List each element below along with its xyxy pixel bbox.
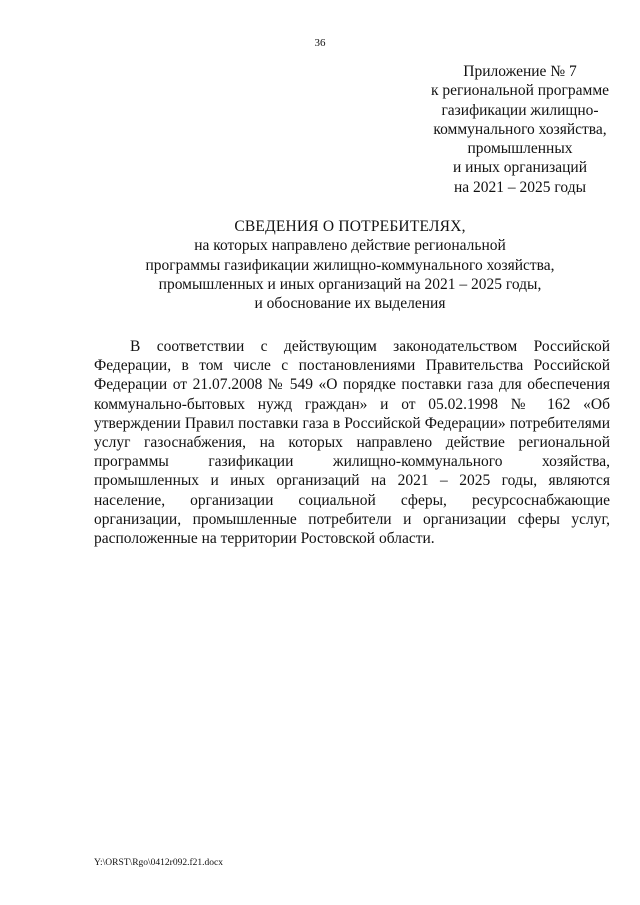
appendix-line: Приложение № 7 [463, 63, 577, 80]
appendix-line: промышленных [467, 140, 573, 158]
title-line: программы газификации жилищно-коммунального хозяйства, [145, 256, 555, 274]
appendix-line: газификации жилищно- [441, 101, 599, 119]
title-main: СВЕДЕНИЯ О ПОТРЕБИТЕЛЯХ, [234, 218, 466, 235]
title-line: на которых направлено действие региональной [194, 237, 506, 255]
appendix-header [405, 62, 635, 197]
body-paragraph: В соответствии с действующим законодательством Российской Федерации, в том числе с постановлениями Правительства Российской Федерации от 21.07.2008 № 549 «О порядке поставки газа для обеспечения коммунально-бытовых нужд граждан» и от 05.02.1998 № 162 «Об утверждении Правил поставки газа в Российской Федерации» потребителями услуг газоснабжения, на которых направлено действие региональной программы газификации жилищно-коммунального хозяйства, промышленных и иных организаций на 2021 – 2025 годы, являются население, организации социальной сферы, ресурсоснабжающие организации, промышленные потребители и организации сферы услуг, расположенные на территории Ростовской области. [94, 338, 610, 548]
appendix-line: и иных организаций [452, 159, 587, 177]
document-title [60, 217, 640, 313]
appendix-line: коммунального хозяйства, [433, 120, 607, 138]
title-line: и обоснование их выделения [254, 295, 446, 313]
appendix-line: к региональной программе [430, 82, 610, 100]
page-number: 36 [314, 37, 326, 49]
title-line: промышленных и иных организаций на 2021 – 2025 годы, [158, 275, 542, 293]
footer-file-path: Y:\ORST\Rgo\0412r092.f21.docx [94, 858, 223, 868]
appendix-line: на 2021 – 2025 годы [454, 178, 586, 196]
